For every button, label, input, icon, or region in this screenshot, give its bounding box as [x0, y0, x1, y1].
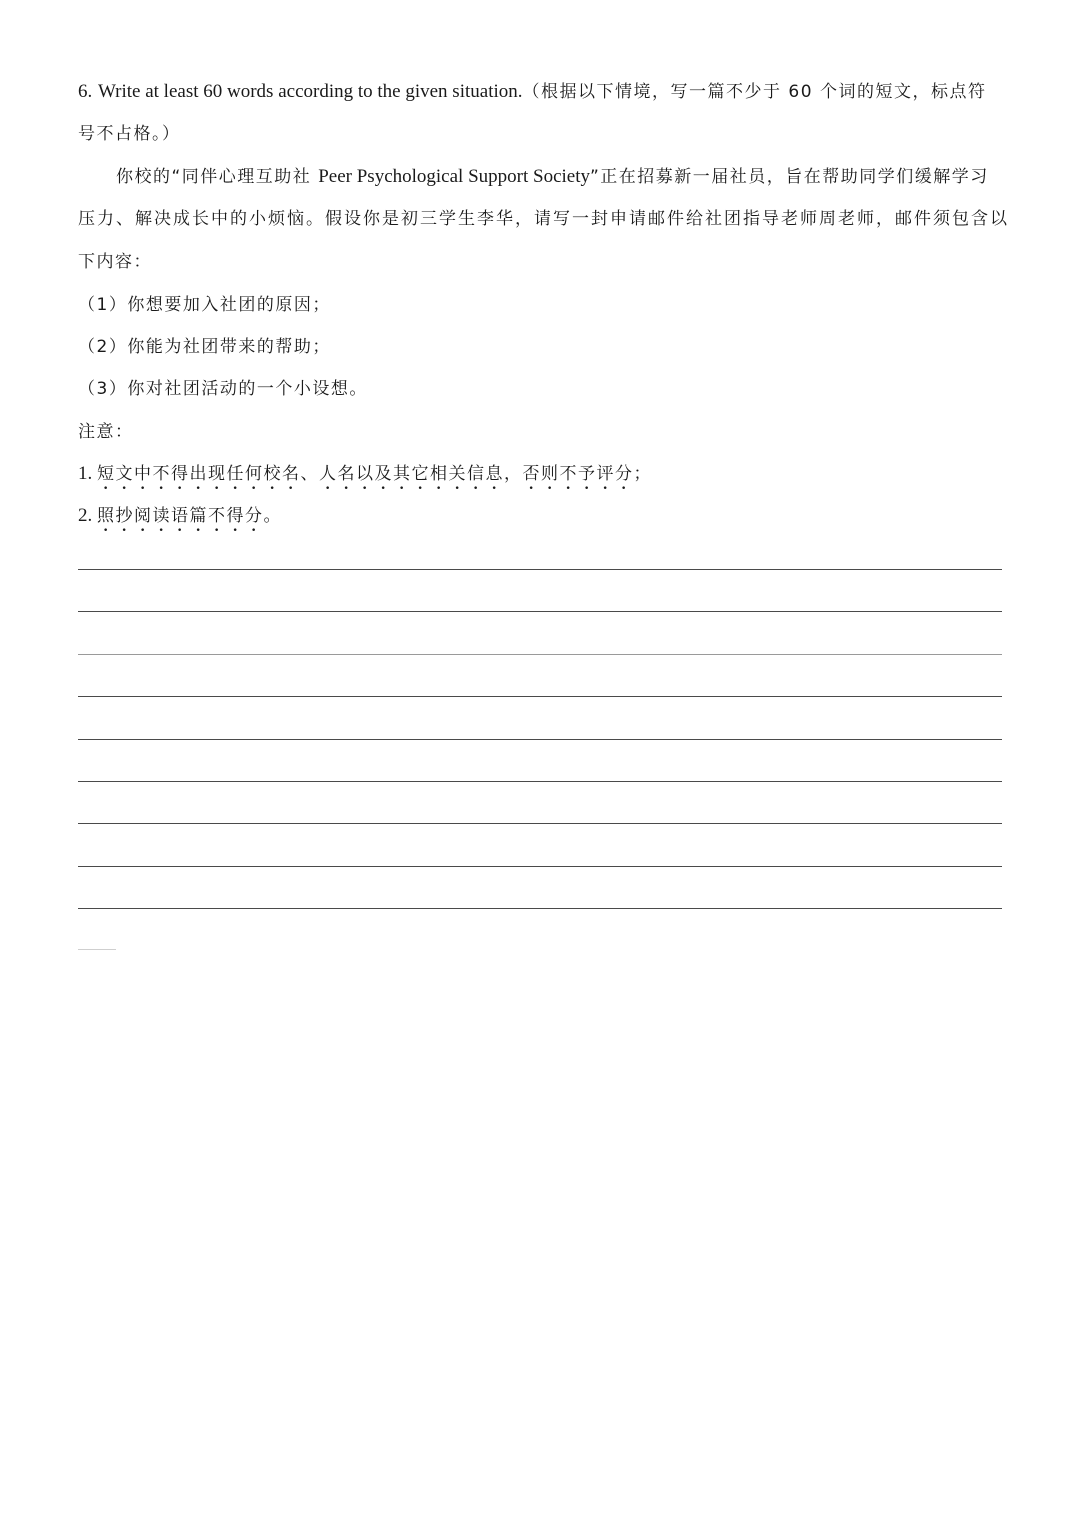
instruction-english: Write at least 60 words according to the given situation. [97, 81, 523, 102]
situation-paragraph-line-3: 下内容： [78, 252, 152, 272]
question-number: 6. [78, 81, 93, 102]
answer-line[interactable] [78, 823, 1002, 824]
note-number: 2. [78, 505, 97, 526]
note-number: 1. [78, 463, 97, 484]
answer-line[interactable] [78, 781, 1002, 782]
instruction-chinese: （根据以下情境，写一篇不少于 60 个词的短文，标点符 [522, 82, 987, 102]
answer-line[interactable] [78, 908, 1002, 909]
society-name-english: Peer Psychological Support Society [318, 166, 590, 187]
answer-line[interactable] [78, 654, 1002, 655]
note-item [78, 461, 1002, 494]
instruction-chinese-continued: 号不占格。） [78, 124, 181, 144]
note-text: 短文中不得出现任何校名、人名以及其它相关信息，否则不予评分； [97, 464, 652, 484]
answer-line[interactable] [78, 696, 1002, 697]
answer-line[interactable] [78, 866, 1002, 867]
requirement-item: （1）你想要加入社团的原因； [78, 295, 331, 315]
situation-zh-b: ”正在招募新一届社员，旨在帮助同学们缓解学习 [590, 167, 989, 187]
note-item [78, 503, 1002, 536]
note-text: 照抄阅读语篇不得分。 [97, 506, 282, 526]
requirement-item: （2）你能为社团带来的帮助； [78, 337, 331, 357]
answer-line[interactable] [78, 739, 1002, 740]
answer-line[interactable] [78, 569, 1002, 570]
question-instruction [78, 79, 1002, 105]
footer-divider [78, 949, 116, 950]
answer-line[interactable] [78, 611, 1002, 612]
situation-paragraph-line-1 [78, 164, 1002, 190]
situation-zh-a: 你校的“同伴心理互助社 [116, 167, 319, 187]
notes-title: 注意： [78, 422, 134, 442]
requirement-item: （3）你对社团活动的一个小设想。 [78, 379, 368, 399]
situation-paragraph-line-2: 压力、解决成长中的小烦恼。假设你是初三学生李华，请写一封申请邮件给社团指导老师周老师，邮件须包含以 [78, 209, 1009, 229]
